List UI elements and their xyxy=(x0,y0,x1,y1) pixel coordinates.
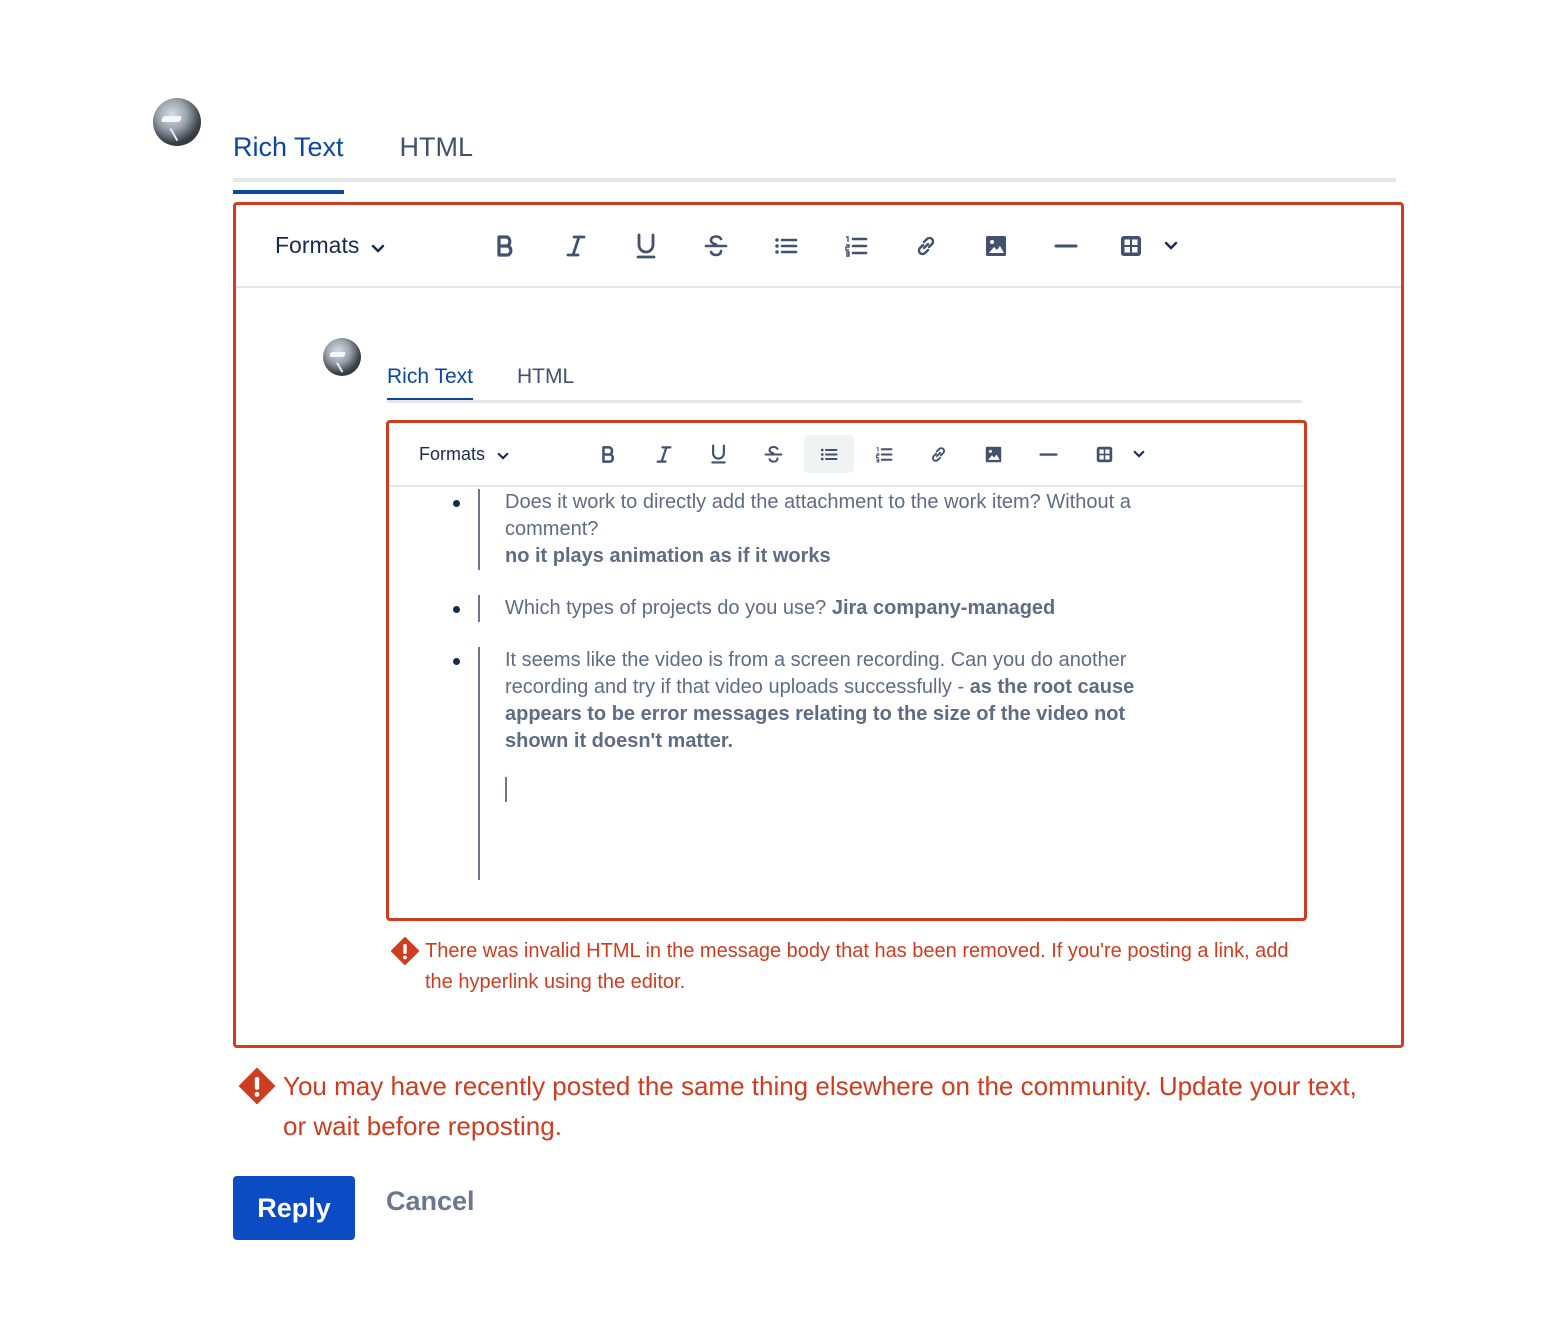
list-item-text: recording and try if that video uploads successfully - xyxy=(505,676,970,698)
horizontal-rule-button[interactable] xyxy=(1031,223,1101,269)
invalid-html-error xyxy=(391,936,1301,998)
pasted-table-options-dropdown[interactable] xyxy=(1124,435,1154,473)
strikethrough-icon xyxy=(764,445,783,464)
pasted-editor[interactable] xyxy=(386,420,1307,921)
cancel-button[interactable]: Cancel xyxy=(386,1186,475,1216)
pasted-tabs-divider xyxy=(387,400,1302,403)
pasted-editor-content[interactable] xyxy=(389,489,1304,918)
list-item-bold-text: appears to be error messages relating to the size of the video not xyxy=(505,703,1126,725)
list-item-text: comment? xyxy=(505,518,599,540)
clipped-previous-text xyxy=(232,0,1162,8)
chevron-down-icon xyxy=(1133,450,1145,458)
numbered-list-icon xyxy=(844,235,868,257)
image-icon xyxy=(985,235,1007,257)
pasted-tab-html[interactable]: HTML xyxy=(516,365,575,388)
editor-toolbar xyxy=(236,205,1401,288)
pasted-bold-button[interactable] xyxy=(581,435,636,473)
error-text: There was invalid HTML in the message body that has been removed. If you're posting a link, add the hyperlink using the editor. xyxy=(425,940,1289,993)
table-icon xyxy=(1096,446,1113,463)
pasted-formats-dropdown[interactable] xyxy=(419,444,581,465)
tab-rich-text[interactable]: Rich Text xyxy=(233,132,344,182)
pasted-image-button[interactable] xyxy=(966,435,1021,473)
list-item-text: Does it work to directly add the attachment to the work item? Without a xyxy=(505,491,1131,513)
pasted-tab-rich-text[interactable]: Rich Text xyxy=(387,365,473,388)
numbered-list-button[interactable] xyxy=(821,223,891,269)
pasted-numbered-list-button[interactable] xyxy=(856,435,911,473)
bold-button[interactable] xyxy=(471,223,541,269)
pasted-underline-button[interactable] xyxy=(691,435,746,473)
pasted-link-button[interactable] xyxy=(911,435,966,473)
list-item-bold-text: as the root cause xyxy=(969,676,1135,698)
blockquote-bar xyxy=(478,595,480,622)
underline-button[interactable] xyxy=(611,223,681,269)
bullet-dot xyxy=(453,658,460,665)
underline-icon xyxy=(635,233,657,259)
pasted-italic-button[interactable] xyxy=(636,435,691,473)
user-avatar xyxy=(153,98,201,146)
bullet-dot xyxy=(453,500,460,507)
italic-icon xyxy=(656,445,672,464)
link-button[interactable] xyxy=(891,223,961,269)
formats-label: Formats xyxy=(275,232,360,258)
pasted-horizontal-rule-button[interactable] xyxy=(1021,435,1076,473)
pasted-editor-mode-tabs xyxy=(387,365,1302,389)
chevron-down-icon xyxy=(497,444,509,465)
list-item xyxy=(389,595,1304,622)
error-text: You may have recently posted the same thing elsewhere on the community. Update your text, or wait before reposting. xyxy=(283,1071,1357,1141)
bold-icon xyxy=(496,234,516,258)
blockquote-bar xyxy=(478,647,480,880)
editor-mode-tabs xyxy=(233,132,1396,182)
duplicate-post-error xyxy=(239,1066,1359,1146)
table-icon xyxy=(1120,235,1142,257)
underline-icon xyxy=(710,444,727,464)
list-item-bold-text: no it plays animation as if it works xyxy=(505,545,831,567)
pasted-user-avatar xyxy=(323,338,361,376)
chevron-down-icon xyxy=(371,232,385,259)
list-item-bold-text: Jira company-managed xyxy=(831,597,1056,619)
link-icon xyxy=(914,234,938,258)
bullet-list-icon xyxy=(774,236,798,256)
pasted-editor-toolbar xyxy=(389,423,1304,487)
tabs-divider xyxy=(233,178,1396,182)
table-options-dropdown[interactable] xyxy=(1151,223,1191,269)
pasted-bullet-list-button[interactable] xyxy=(804,435,854,473)
italic-button[interactable] xyxy=(541,223,611,269)
formats-dropdown[interactable] xyxy=(275,232,471,259)
pasted-strikethrough-button[interactable] xyxy=(746,435,801,473)
error-icon xyxy=(391,937,419,965)
link-icon xyxy=(929,445,948,464)
list-item-text: It seems like the video is from a screen recording. Can you do another xyxy=(505,649,1127,671)
strikethrough-button[interactable] xyxy=(681,223,751,269)
list-item xyxy=(389,647,1304,880)
reply-button[interactable]: Reply xyxy=(233,1176,355,1240)
tab-html[interactable]: HTML xyxy=(399,132,474,162)
bullet-list-icon xyxy=(820,447,838,462)
bullet-list-button[interactable] xyxy=(751,223,821,269)
bullet-list xyxy=(389,489,1304,880)
horizontal-rule-icon xyxy=(1054,243,1078,249)
list-item-bold-text: shown it doesn't matter. xyxy=(505,730,734,752)
chevron-down-icon xyxy=(1164,241,1178,250)
horizontal-rule-icon xyxy=(1039,452,1058,457)
blockquote-bar xyxy=(478,489,480,570)
formats-label: Formats xyxy=(419,443,486,464)
bold-icon xyxy=(601,445,617,464)
image-icon xyxy=(985,446,1002,463)
strikethrough-icon xyxy=(704,234,728,258)
image-button[interactable] xyxy=(961,223,1031,269)
error-icon xyxy=(239,1068,275,1104)
text-cursor xyxy=(505,777,507,802)
pasted-table-button[interactable] xyxy=(1084,435,1124,473)
table-button[interactable] xyxy=(1111,223,1151,269)
numbered-list-icon xyxy=(875,446,893,463)
bullet-dot xyxy=(453,606,460,613)
list-item xyxy=(389,489,1304,570)
list-item-text: Which types of projects do you use? xyxy=(505,597,832,619)
italic-icon xyxy=(566,234,586,258)
